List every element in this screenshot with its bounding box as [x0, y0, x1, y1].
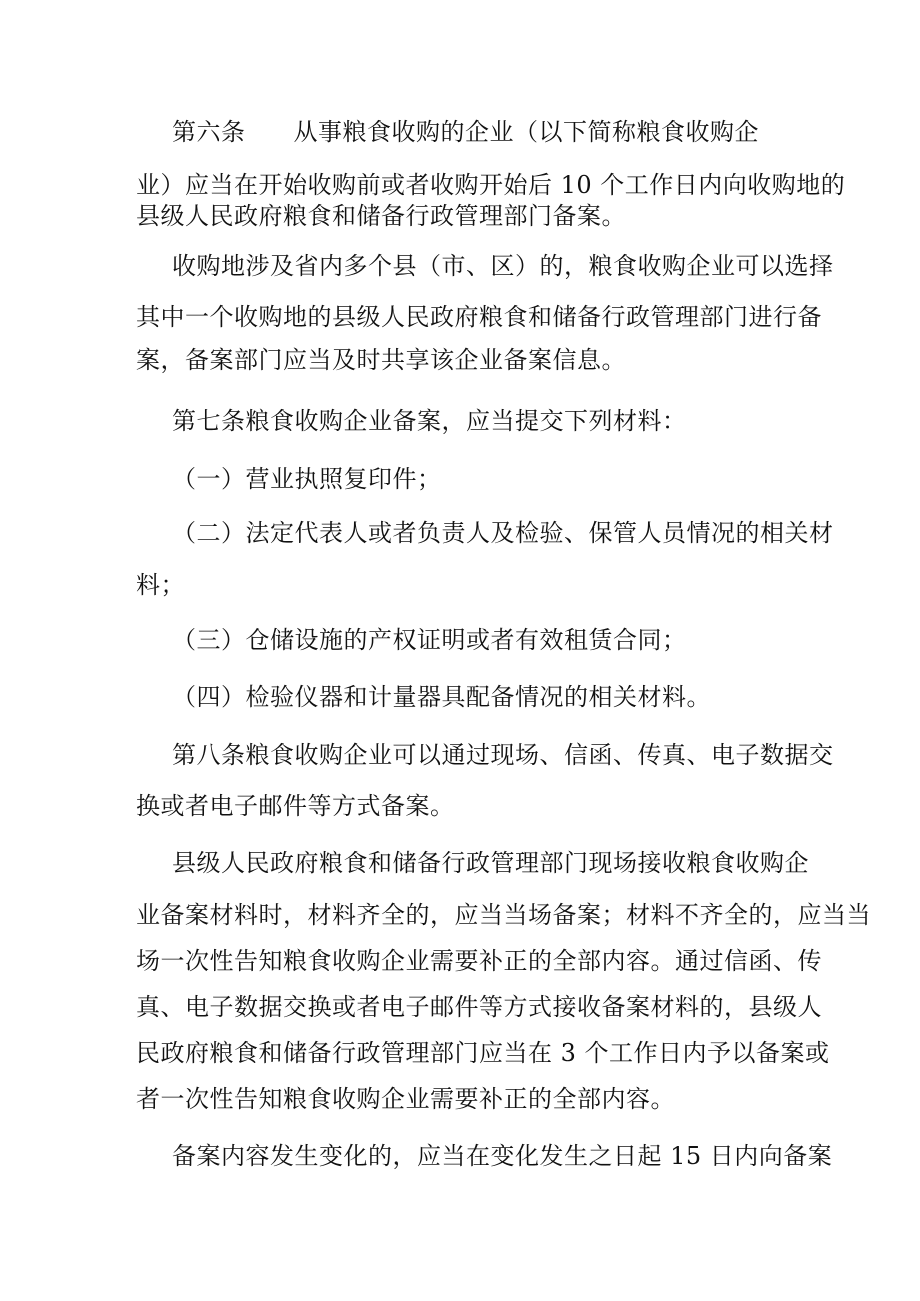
article-6-para-2-line-2: 其中一个收购地的县级人民政府粮食和储备行政管理部门进行备 [136, 303, 822, 331]
article-7-item-1: （一）营业执照复印件； [172, 465, 442, 493]
article-7-item-3: （三）仓储设施的产权证明或者有效租赁合同； [172, 626, 687, 654]
article-7-item-2-line-1: （二）法定代表人或者负责人及检验、保管人员情况的相关材 [172, 519, 834, 547]
article-6-heading: 第六条 [172, 118, 246, 146]
article-7-line-1: 第七条粮食收购企业备案，应当提交下列材料： [172, 407, 687, 435]
article-8-line-1: 第八条粮食收购企业可以通过现场、信函、传真、电子数据交 [172, 741, 834, 769]
article-6-para-2-line-1: 收购地涉及省内多个县（市、区）的，粮食收购企业可以选择 [172, 252, 834, 280]
article-6-line-2: 业）应当在开始收购前或者收购开始后 10 个工作日内向收购地的 [136, 171, 846, 199]
article-8-para-2-line-4: 真、电子数据交换或者电子邮件等方式接收备案材料的，县级人 [136, 993, 822, 1021]
article-8-para-2-line-1: 县级人民政府粮食和储备行政管理部门现场接收粮食收购企 [172, 849, 809, 877]
article-8-para-2-line-2: 业备案材料时，材料齐全的，应当当场备案；材料不齐全的，应当当 [136, 901, 871, 929]
article-6-line-3: 县级人民政府粮食和储备行政管理部门备案。 [136, 202, 626, 230]
article-8-line-2: 换或者电子邮件等方式备案。 [136, 792, 455, 820]
article-8-para-2-line-3: 场一次性告知粮食收购企业需要补正的全部内容。通过信函、传 [136, 947, 822, 975]
article-8-para-3-line-1: 备案内容发生变化的，应当在变化发生之日起 15 日内向备案 [172, 1142, 833, 1170]
article-6-text: 从事粮食收购的企业（以下简称粮食收购企 [293, 118, 759, 146]
article-8-para-2-line-6: 者一次性告知粮食收购企业需要补正的全部内容。 [136, 1085, 675, 1113]
article-7-item-2-line-2: 料； [136, 571, 185, 599]
article-7-item-4: （四）检验仪器和计量器具配备情况的相关材料。 [172, 683, 711, 711]
article-8-para-2-line-5: 民政府粮食和储备行政管理部门应当在 3 个工作日内予以备案或 [136, 1039, 830, 1067]
article-6-line-1 [172, 112, 920, 152]
article-6-para-2-line-3: 案，备案部门应当及时共享该企业备案信息。 [136, 346, 626, 374]
